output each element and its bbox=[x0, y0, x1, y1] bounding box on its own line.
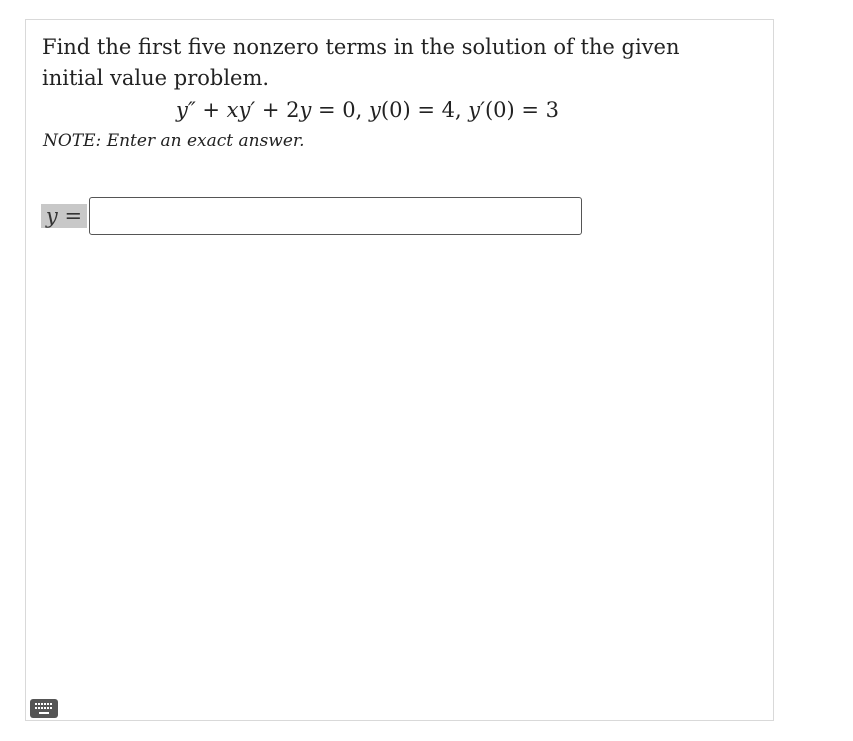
eq-y-double-prime: y″ bbox=[176, 98, 196, 122]
eq-y: y bbox=[299, 98, 312, 122]
answer-label-equals: = bbox=[57, 204, 83, 228]
eq-y-prime: y′ bbox=[238, 98, 256, 122]
question-prompt: Find the first five nonzero terms in the solution of the given initial value problem. bbox=[42, 35, 680, 90]
eq-plus-1: + bbox=[195, 98, 227, 122]
keyboard-icon[interactable] bbox=[30, 699, 58, 718]
ic2-value: (0) = 3 bbox=[484, 98, 559, 122]
ic1-value: (0) = 4, bbox=[380, 98, 469, 122]
eq-equals-zero: = 0, bbox=[311, 98, 370, 122]
answer-input[interactable] bbox=[89, 197, 582, 235]
exact-answer-note: NOTE: Enter an exact answer. bbox=[43, 131, 305, 151]
eq-plus-2: + 2 bbox=[255, 98, 300, 122]
eq-x: x bbox=[226, 98, 239, 122]
answer-label bbox=[41, 204, 87, 228]
differential-equation bbox=[176, 97, 559, 123]
ic2-y-prime: y′ bbox=[468, 98, 485, 122]
answer-label-variable: y bbox=[45, 204, 58, 228]
ic1-y: y bbox=[369, 98, 381, 122]
question-panel bbox=[25, 19, 774, 721]
